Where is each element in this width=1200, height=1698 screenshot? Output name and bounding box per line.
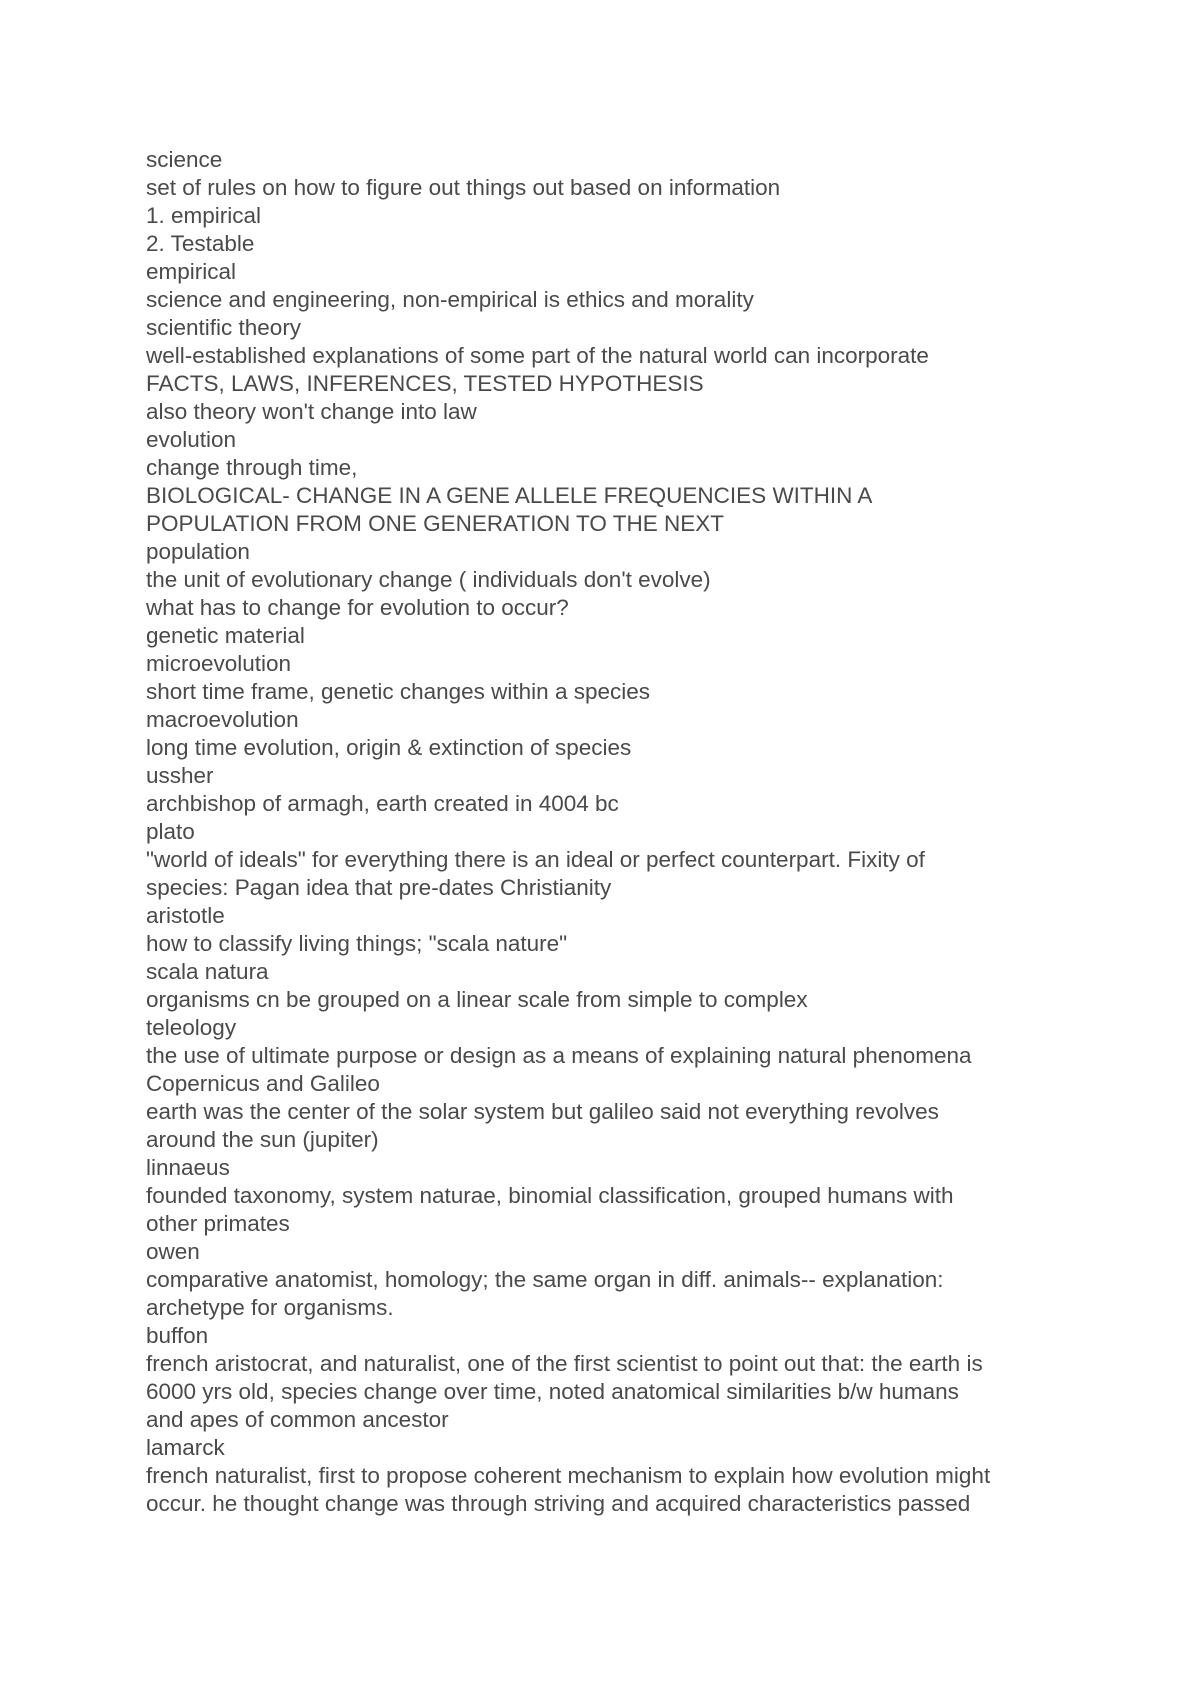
text-line: genetic material (146, 623, 305, 648)
text-line: well-established explanations of some part of the natural world can incorporate (146, 343, 929, 368)
text-line: POPULATION FROM ONE GENERATION TO THE NEXT (146, 511, 724, 536)
text-line: 6000 yrs old, species change over time, noted anatomical similarities b/w humans (146, 1379, 959, 1404)
text-line: french aristocrat, and naturalist, one of the first scientist to point out that: the earth is (146, 1351, 983, 1376)
text-line: macroevolution (146, 707, 299, 732)
text-line: change through time, (146, 455, 358, 480)
text-line: 2. Testable (146, 231, 255, 256)
text-line: short time frame, genetic changes within a species (146, 679, 650, 704)
text-line: around the sun (jupiter) (146, 1127, 379, 1152)
text-line: plato (146, 819, 195, 844)
text-line: linnaeus (146, 1155, 230, 1180)
text-line: also theory won't change into law (146, 399, 477, 424)
text-line: comparative anatomist, homology; the same organ in diff. animals-- explanation: (146, 1267, 944, 1292)
text-line: "world of ideals" for everything there is an ideal or perfect counterpart. Fixity of (146, 847, 925, 872)
text-line: how to classify living things; "scala nature" (146, 931, 568, 956)
text-line: buffon (146, 1323, 209, 1348)
text-line: archetype for organisms. (146, 1295, 394, 1320)
text-line: other primates (146, 1211, 290, 1236)
text-line: lamarck (146, 1435, 225, 1460)
text-line: BIOLOGICAL- CHANGE IN A GENE ALLELE FREQUENCIES WITHIN A (146, 483, 873, 508)
text-line: FACTS, LAWS, INFERENCES, TESTED HYPOTHESIS (146, 371, 704, 396)
text-line: species: Pagan idea that pre-dates Christianity (146, 875, 612, 900)
text-line: scientific theory (146, 315, 302, 340)
text-line: owen (146, 1239, 200, 1264)
text-line: archbishop of armagh, earth created in 4004 bc (146, 791, 619, 816)
text-line: earth was the center of the solar system but galileo said not everything revolves (146, 1099, 939, 1124)
text-line: science and engineering, non-empirical is ethics and morality (146, 287, 754, 312)
text-line: teleology (146, 1015, 237, 1040)
text-line: occur. he thought change was through striving and acquired characteristics passed (146, 1491, 971, 1516)
text-line: french naturalist, first to propose coherent mechanism to explain how evolution might (146, 1463, 991, 1488)
text-line: long time evolution, origin & extinction of species (146, 735, 632, 760)
text-line: microevolution (146, 651, 292, 676)
text-line: evolution (146, 427, 237, 452)
text-line: and apes of common ancestor (146, 1407, 449, 1432)
text-line: set of rules on how to figure out things out based on information (146, 175, 781, 200)
text-line: Copernicus and Galileo (146, 1071, 380, 1096)
text-line: population (146, 539, 250, 564)
text-line: science (146, 147, 223, 172)
text-line: scala natura (146, 959, 269, 984)
text-line: organisms cn be grouped on a linear scale from simple to complex (146, 987, 808, 1012)
text-line: aristotle (146, 903, 225, 928)
text-line: 1. empirical (146, 203, 262, 228)
text-line: founded taxonomy, system naturae, binomial classification, grouped humans with (146, 1183, 954, 1208)
text-line: empirical (146, 259, 237, 284)
text-line: what has to change for evolution to occur? (146, 595, 569, 620)
text-line: the use of ultimate purpose or design as a means of explaining natural phenomena (146, 1043, 972, 1068)
document-text (146, 146, 1096, 1518)
text-line: the unit of evolutionary change ( individuals don't evolve) (146, 567, 711, 592)
text-line: ussher (146, 763, 214, 788)
